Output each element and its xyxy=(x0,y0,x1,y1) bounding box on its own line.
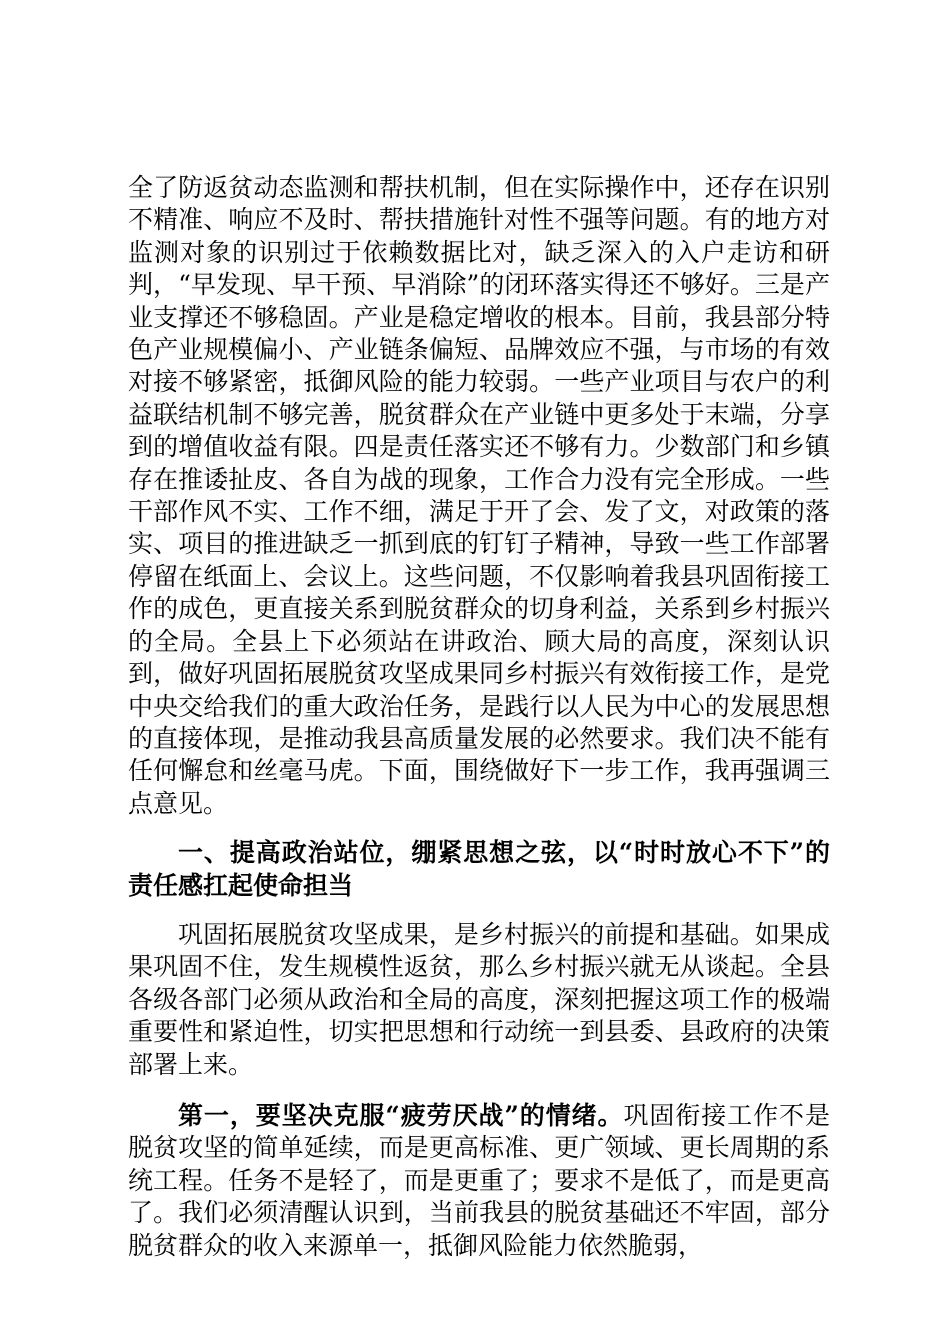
document-body xyxy=(128,172,830,1262)
body-paragraph-2: 巩固拓展脱贫攻坚成果，是乡村振兴的前提和基础。如果成果巩固不住，发生规模性返贫，那么乡村振兴就无从谈起。全县各级各部门必须从政治和全局的高度，深刻把握这项工作的极端重要性和紧迫性，切实把思想和行动统一到县委、县政府的决策部署上来。 xyxy=(128,919,830,1079)
paragraph-3-lead: 第一，要坚决克服“疲劳厌战”的情绪。 xyxy=(178,1100,624,1130)
body-paragraph-3 xyxy=(128,1100,830,1262)
paragraph-3-body: 巩固衔接工作不是脱贫攻坚的简单延续，而是更高标准、更广领域、更长周期的系统工程。任务不是轻了，而是更重了；要求不是低了，而是更高了。我们必须清醒认识到，当前我县的脱贫基础还不牢固，部分脱贫群众的收入来源单一，抵御风险能力依然脆弱， xyxy=(128,1100,830,1260)
body-paragraph-1: 全了防返贫动态监测和帮扶机制，但在实际操作中，还存在识别不精准、响应不及时、帮扶措施针对性不强等问题。有的地方对监测对象的识别过于依赖数据比对，缺乏深入的入户走访和研判，“早发现、早干预、早消除”的闭环落实得还不够好。三是产业支撑还不够稳固。产业是稳定增收的根本。目前，我县部分特色产业规模偏小、产业链条偏短、品牌效应不强，与市场的有效对接不够紧密，抵御风险的能力较弱。一些产业项目与农户的利益联结机制不够完善，脱贫群众在产业链中更多处于末端，分享到的增值收益有限。四是责任落实还不够有力。少数部门和乡镇存在推诿扯皮、各自为战的现象，工作合力没有完全形成。一些干部作风不实、工作不细，满足于开了会、发了文，对政策的落实、项目的推进缺乏一抓到底的钉钉子精神，导致一些工作部署停留在纸面上、会议上。这些问题，不仅影响着我县巩固衔接工作的成色，更直接关系到脱贫群众的切身利益，关系到乡村振兴的全局。全县上下必须站在讲政治、顾大局的高度，深刻认识到，做好巩固拓展脱贫攻坚成果同乡村振兴有效衔接工作，是党中央交给我们的重大政治任务，是践行以人民为中心的发展思想的直接体现，是推动我县高质量发展的必然要求。我们决不能有任何懈怠和丝毫马虎。下面，围绕做好下一步工作，我再强调三点意见。 xyxy=(128,173,830,818)
section-heading-1: 一、提高政治站位，绷紧思想之弦，以“时时放心不下”的责任感扛起使命担当 xyxy=(128,838,830,900)
